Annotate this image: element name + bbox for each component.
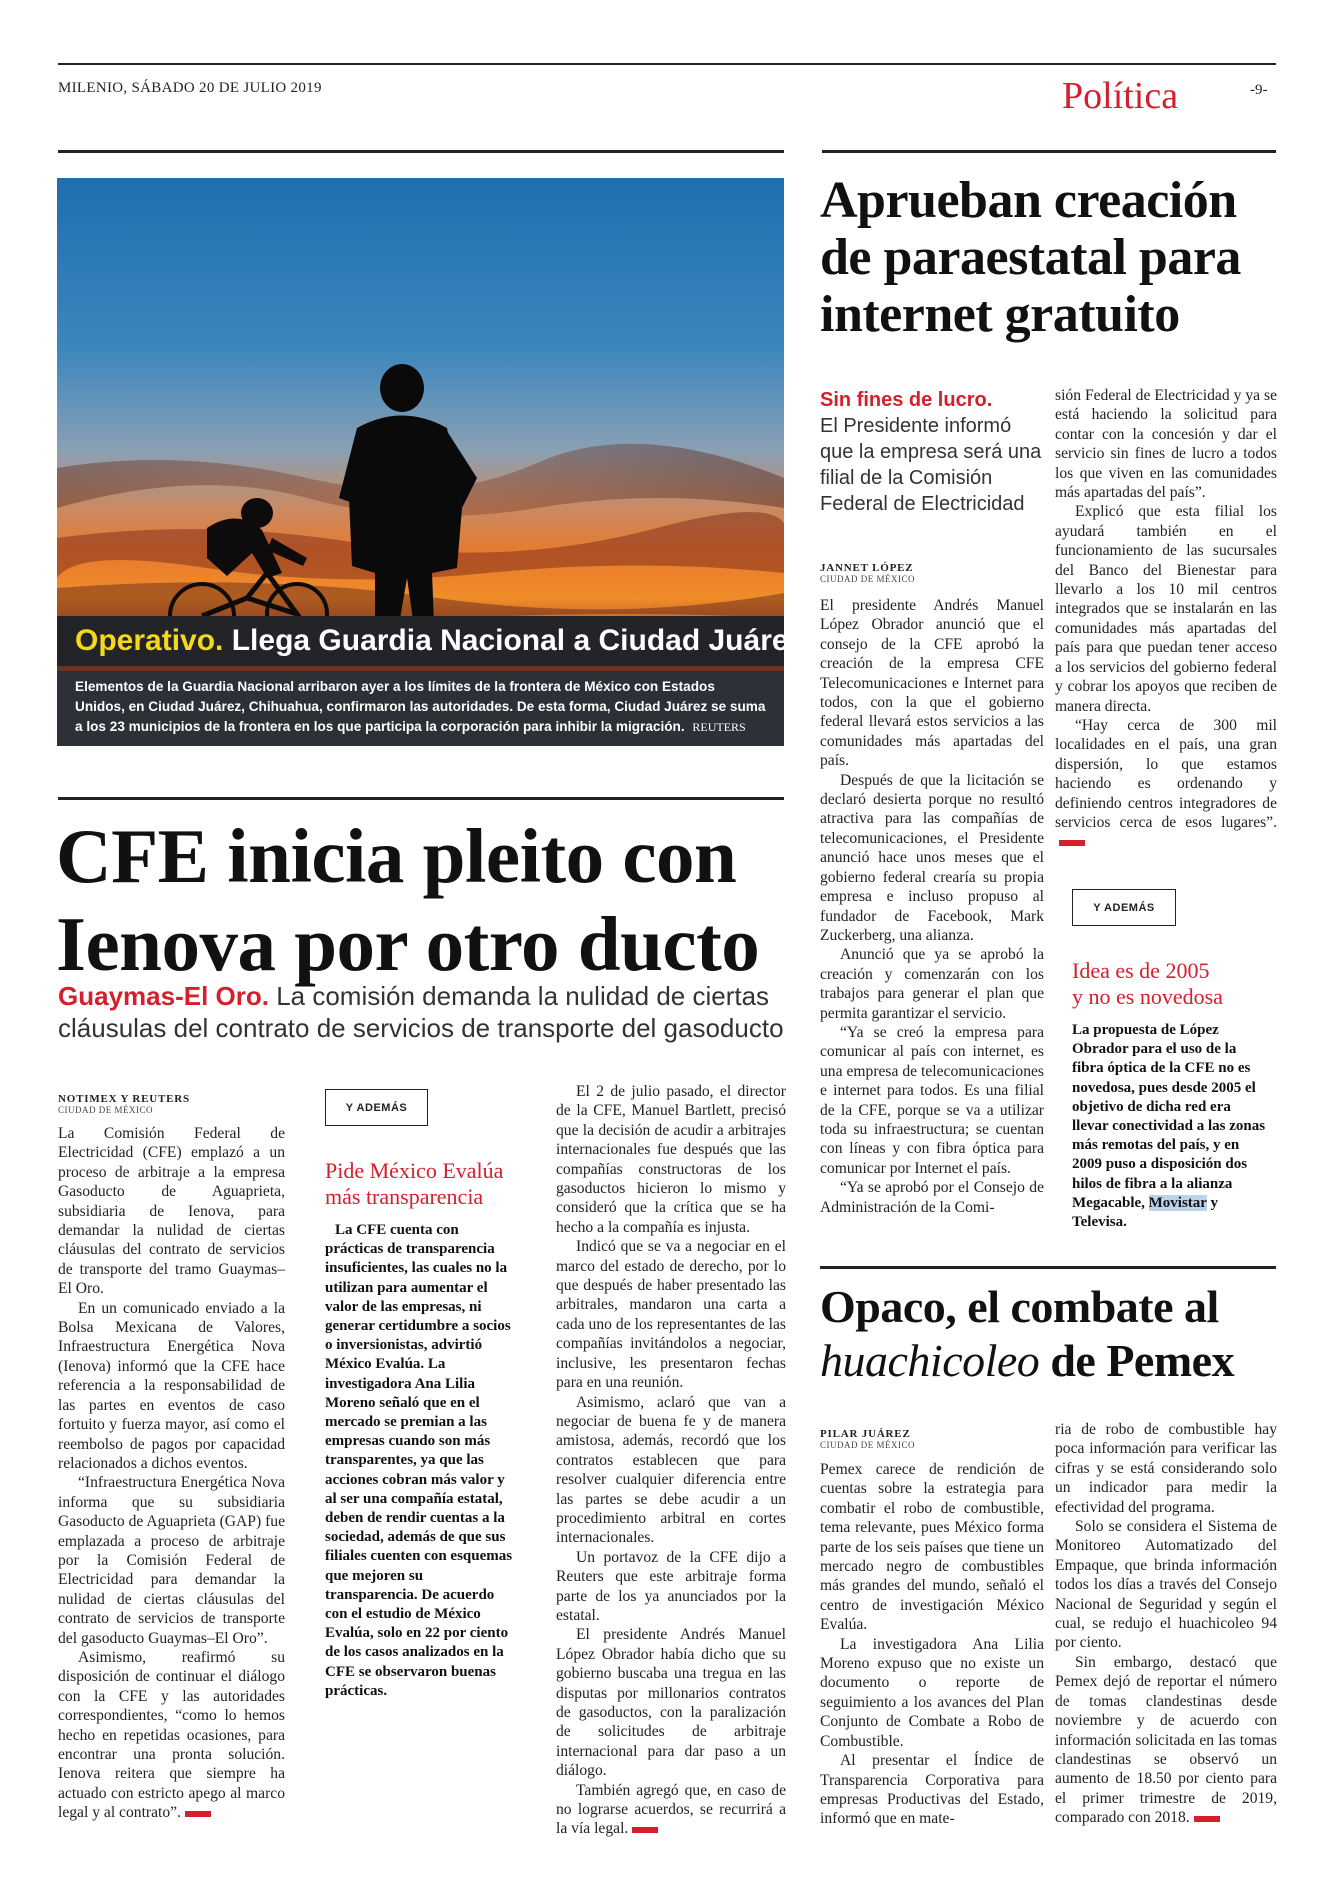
internet-col2-p3-text: “Hay cerca de 300 mil localidades en el país, una gran dispersión, lo que estamos haciendo es ordenando y definiendo centros integradores de servicios cerca de esos lugares”.	[1055, 716, 1277, 831]
cfe-headline-line1: CFE inicia pleito con	[56, 813, 737, 899]
ademas-label-fibra: Y ADEMÁS	[1072, 889, 1176, 926]
pemex-col1-p3: Al presentar el Índice de Transparencia Corporativa para empresas Productivas del Estado, informó que en mate-	[820, 1752, 1044, 1828]
fibra-box-text-highlight: Movistar	[1148, 1194, 1207, 1211]
cfe-dek-text: La comisión demanda la nulidad de ciertas cláusulas del contrato de servicios de transporte del gasoducto	[58, 981, 784, 1043]
cfe-top-rule	[58, 797, 784, 800]
pemex-headline	[820, 1280, 1290, 1388]
pemex-headline-rest: de Pemex	[1050, 1335, 1235, 1386]
cfe-headline-line2: Ienova por otro ducto	[56, 901, 760, 987]
masthead-bottom-rule-left	[58, 150, 784, 153]
end-mark	[185, 1811, 211, 1817]
internet-dek-text: El Presidente informó que la empresa será una filial de la Comisión Federal de Electricidad	[820, 415, 1042, 515]
pemex-col1-p2: La investigadora Ana Lilia Moreno expuso que no existe un documento o reporte de seguimiento a los avances del Plan Conjunto de Combate a Robo de Combustible.	[820, 1635, 1044, 1750]
mexico-evalua-box-text: La CFE cuenta con prácticas de transparencia insuficientes, las cuales no la utilizan para aumentar el valor de las empresas, ni generar certidumbre a socios o inversionistas, advirtió México Evalúa. La investigadora Ana Lilia Moreno señaló que en el mercado se premian a las empresas cuando son más transparentes, ya que las acciones cobran más valor y al ser una compañía estatal, deben de rendir cuentas a la sociedad, además de que sus filiales cuenten con esquemas que mejoren su transparencia. De acuerdo con el estudio de México Evalúa, solo en 22 por ciento de los casos analizados en la CFE se observaron buenas prácticas.	[325, 1222, 513, 1699]
internet-dateline: CIUDAD DE MÉXICO	[820, 574, 915, 584]
cfe-col1-p3: “Infraestructura Energética Nova informa que su subsidiaria Gasoducto de Aguaprieta (GAP) fue emplazada a proceso de arbitraje por la Comisión Federal de Electricidad para demandar la nulidad de ciertas cláusulas del contrato de servicios de transporte del gasoducto Guaymas–El Oro”.	[58, 1474, 285, 1647]
cfe-column-1	[58, 1124, 285, 1823]
internet-headline-line2: de paraestatal para	[820, 229, 1241, 286]
cfe-col1-p2: En un comunicado enviado a la Bolsa Mexicana de Valores, Infraestructura Energética Nova (Ienova) informó que la CFE hace referencia a la responsabilidad de las partes en eventos de caso fortuito y fuerza mayor, así como el reembolso de pagos por capacidad relacionados a dichos eventos.	[58, 1299, 285, 1472]
masthead-bottom-rule-right	[822, 150, 1276, 153]
internet-dek	[820, 387, 1045, 517]
ademas-label-cfe: Y ADEMÁS	[325, 1089, 428, 1126]
internet-byline-block	[820, 562, 915, 584]
pemex-top-rule	[820, 1266, 1276, 1269]
fibra-title-line2: y no es novedosa	[1072, 984, 1223, 1009]
internet-headline-line3: internet gratuito	[820, 286, 1180, 343]
internet-headline-line1: Aprueban creación	[820, 172, 1237, 229]
end-mark	[1059, 840, 1085, 846]
fibra-title-line1: Idea es de 2005	[1072, 958, 1210, 983]
cfe-headline	[56, 812, 786, 988]
pemex-col2-p3	[1055, 1653, 1277, 1828]
photo-kicker: Operativo.	[75, 624, 224, 657]
photo-caption	[57, 671, 784, 746]
pemex-dateline: CIUDAD DE MÉXICO	[820, 1440, 915, 1450]
photo-title: Llega Guardia Nacional a Ciudad Juárez	[231, 624, 804, 657]
internet-col1-p4: “Ya se creó la empresa para comunicar al país con internet, es una empresa de telecomunicaciones e internet para todos. Es una filial de la CFE, porque se va a utilizar toda su infraestructura; se cuentan con líneas y con fibra óptica para comunicar por Internet el país.	[820, 1023, 1044, 1177]
page-number: -9-	[1250, 82, 1268, 98]
mexico-evalua-title-line2: más transparencia	[325, 1184, 484, 1209]
cfe-col1-p1: La Comisión Federal de Electricidad (CFE) emplazó a un proceso de arbitraje a la empresa Gasoducto de Aguaprieta, subsidiaria de Ienova, para demandar la nulidad de ciertas cláusulas del contrato de servicios de transporte del tramo Guaymas–El Oro.	[58, 1125, 285, 1298]
pemex-column-2	[1055, 1420, 1277, 1828]
cfe-col1-p4-text: Asimismo, reafirmó su disposición de continuar el diálogo con la CFE y las autoridades correspondientes, “como lo hemos hecho en repetidas ocasiones, para encontrar una pronta solución. Ienova reitera que siempre ha actuado con estricto apego al marco legal y al contrato”.	[58, 1648, 285, 1822]
cfe-byline-block	[58, 1093, 190, 1115]
internet-col1-p1: El presidente Andrés Manuel López Obrador anunció que el consejo de la CFE aprobó la creación de la empresa CFE Telecomunicaciones e Internet para todos, con la que el gobierno federal llevará estos servicios a las comunidades más apartadas del país.	[820, 597, 1044, 770]
internet-col2-p1: sión Federal de Electricidad y ya se está haciendo la solicitud para contar con la concesión y dar el servicio sin fines de lucro a todos los que viven en las comunidades más apartadas del país”.	[1055, 387, 1277, 502]
pemex-column-1	[820, 1460, 1044, 1829]
cfe-col3-p6	[556, 1781, 786, 1839]
cfe-col3-p3: Asimismo, aclaró que van a negociar de buena fe y de manera amistosa, además, recordó que los contratos establecen que para resolver cualquier diferencia entre las partes se debe acudir a un procedimiento arbitral en cortes internacionales.	[556, 1393, 786, 1547]
pemex-col2-p3-text: Sin embargo, destacó que Pemex dejó de reportar el número de tomas clandestinas desde noviembre y de acuerdo con información solicitada en las tomas clandestinas se observó un aumento de 18.50 por ciento para el primer trimestre de 2019, comparado con 2018.	[1055, 1653, 1277, 1827]
cfe-dateline: CIUDAD DE MÉXICO	[58, 1105, 153, 1115]
section-title: Política	[1062, 75, 1179, 117]
fibra-box-text-end: y Televisa.	[1072, 1194, 1218, 1231]
pemex-headline-line2	[820, 1334, 1290, 1388]
internet-column-1	[820, 596, 1044, 1217]
internet-col1-p5: “Ya se aprobó por el Consejo de Administración de la Comi-	[820, 1179, 1044, 1216]
pemex-col2-p2: Solo se considera el Sistema de Monitoreo Automatizado del Empaque, que brinda información todos los días a través del Consejo Nacional de Seguridad y según el cual, se redujo el huachicoleo 94 por ciento.	[1055, 1518, 1277, 1652]
pemex-col2-p1: ria de robo de combustible hay poca información para verificar las cifras y se está considerando solo un indicador para medir la efectividad del programa.	[1055, 1421, 1277, 1516]
cfe-col1-p4	[58, 1648, 285, 1823]
cfe-dek-kicker: Guaymas-El Oro.	[58, 981, 269, 1011]
cfe-col3-p6-text: También agregó que, en caso de no lograrse acuerdos, se recurrirá a la vía legal.	[556, 1781, 786, 1838]
end-mark	[632, 1827, 658, 1833]
internet-column-2	[1055, 386, 1277, 852]
end-mark	[1194, 1816, 1220, 1822]
photo-caption-title	[57, 616, 804, 666]
internet-col2-p2: Explicó que esta filial los ayudará también en el funcionamiento de las sucursales del Banco del Bienestar para llevarlo a los 10 mil centros integrados que se instalarán en las comunidades más apartadas del país para que puedan tener acceso a los servicios del gobierno federal y cobrar los apoyos que reciben de manera directa.	[1055, 503, 1277, 715]
cfe-col3-p5: El presidente Andrés Manuel López Obrador había dicho que su gobierno buscaba una tregua en las disputas por millonarios contratos de gasoductos, con la paralización de solicitudes de arbitraje internacional para dar paso a un diálogo.	[556, 1626, 786, 1780]
mexico-evalua-box-title	[325, 1158, 525, 1210]
photo-credit: REUTERS	[692, 720, 746, 734]
cfe-col3-p2: Indicó que se va a negociar en el marco del estado de derecho, por lo que después de haber presentado las arbitrales, mandaron una carta a cada uno de los representantes de las compañías invitándolos a negociar, inclusive, les presentaron fechas para en una reunión.	[556, 1238, 786, 1392]
pemex-byline: PILAR JUÁREZ	[820, 1428, 911, 1440]
cfe-col3-p1: El 2 de julio pasado, el director de la CFE, Manuel Bartlett, precisó que la decisión de acudir a arbitrajes internacionales fue después que las compañías constructoras de los gasoductos hicieron lo mismo y consideró que la crítica que se ha hecho a la compañía es injusta.	[556, 1083, 786, 1236]
pemex-col1-p1: Pemex carece de rendición de cuentas sobre la estrategia para combatir el robo de combustible, tema relevante, pues México forma parte de los seis países que tiene un mercado negro de combustibles más grandes del mundo, señaló el centro de investigación México Evalúa.	[820, 1461, 1044, 1634]
fibra-box-text-main: La propuesta de López Obrador para el uso de la fibra óptica de la CFE no es novedosa, pues desde 2005 el objetivo de dicha red era llevar conectividad a las zonas más remotas del país, y en 2009 puso a disposición dos hilos de fibra a la alianza Megacable,	[1072, 1022, 1266, 1211]
pemex-byline-block	[820, 1428, 915, 1450]
mexico-evalua-title-line1: Pide México Evalúa	[325, 1158, 504, 1183]
fibra-box-title	[1072, 958, 1272, 1010]
pemex-headline-italic: huachicoleo	[820, 1335, 1040, 1386]
cfe-dek	[58, 980, 788, 1044]
cfe-column-3	[556, 1082, 786, 1839]
cfe-col3-p4: Un portavoz de la CFE dijo a Reuters que este arbitraje forma parte de los ya anunciados por la estatal.	[556, 1548, 786, 1624]
top-rule	[58, 63, 1276, 65]
cfe-byline: NOTIMEX Y REUTERS	[58, 1093, 190, 1105]
internet-dek-kicker: Sin fines de lucro.	[820, 389, 993, 411]
internet-col1-p3: Anunció que ya se aprobó la creación y comenzarán con los trabajos para generar el plan que permita garantizar el servicio.	[820, 946, 1044, 1022]
pemex-headline-line1: Opaco, el combate al	[820, 1281, 1219, 1332]
photo-caption-text: Elementos de la Guardia Nacional arribaron ayer a los límites de la frontera de México con Estados Unidos, en Ciudad Juárez, Chihuahua, confirmaron las autoridades. De esta forma, Ciudad Juárez se suma a los 23 municipios de la frontera en los que participa la corporación para inhibir la migración.	[75, 679, 766, 734]
masthead-date: MILENIO, SÁBADO 20 DE JULIO 2019	[58, 80, 322, 96]
internet-col1-p2: Después de que la licitación se declaró desierta porque no resultó atractiva para las compañías de telecomunicaciones, el Presidente anunció hace unos meses que el gobierno federal crearía su propia empresa e incluso propuso al fundador de Facebook, Mark Zuckerberg, una alianza.	[820, 771, 1044, 944]
internet-byline: JANNET LÓPEZ	[820, 562, 914, 574]
internet-headline	[820, 172, 1290, 343]
internet-col2-p3	[1055, 716, 1277, 852]
fibra-box-text	[1072, 1021, 1268, 1232]
